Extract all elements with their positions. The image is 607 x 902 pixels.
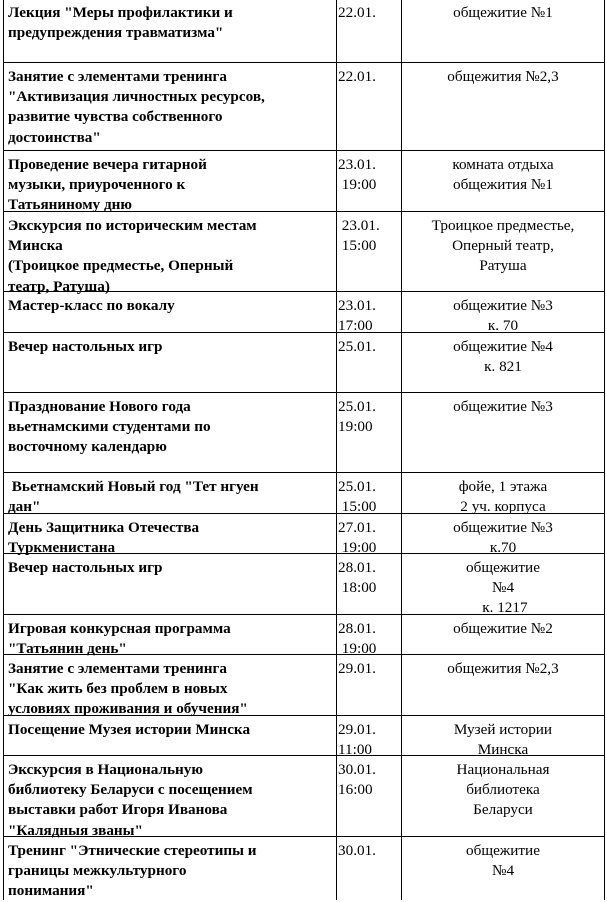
table-row [3,473,605,514]
date-time-cell: 25.01. 15:00 [338,478,377,516]
event-name-cell: Вечер настольных игр [8,559,163,576]
place-cell: общежитие №3 к.70 [453,519,553,557]
table-row [3,756,605,837]
table-row [3,151,605,212]
date-time-cell: 25.01. [338,338,376,355]
table-row [3,716,605,759]
table-row [3,554,605,615]
column-divider [604,0,605,900]
event-name-cell: Экскурсия в Национальную библиотеку Беларуси с посещением выставки работ Игоря Иванова "Калядныя званы" [8,761,253,839]
date-time-cell: 23.01. 19:00 [338,156,377,194]
place-cell: общежития №2,3 [447,68,559,85]
event-name-cell: Лекция "Меры профилактики и предупреждения травматизма" [8,4,233,42]
table-row [3,655,605,716]
event-name-cell: Экскурсия по историческим местам Минска (Троицкое предместье, Оперный театр, Ратуша) [8,217,257,295]
column-divider [3,0,4,900]
place-cell: общежитие №3 к. 70 [453,297,553,335]
table-row [3,212,605,295]
place-cell: Музей истории Минска [453,721,553,759]
place-cell: общежития №2,3 [447,660,559,677]
column-divider [401,0,402,900]
table-row [3,393,605,473]
place-cell: фойе, 1 этажа 2 уч. корпуса [458,478,548,516]
date-time-cell: 29.01. 11:00 [338,721,376,759]
table-row [3,333,605,393]
date-time-cell: 30.01. 16:00 [338,761,376,799]
date-time-cell: 30.01. [338,842,376,859]
place-cell: Троицкое предместье, Оперный театр, Ратуша [431,217,575,275]
event-name-cell: Занятие с элементами тренинга "Активизация личностных ресурсов, развитие чувства собственного достоинства" [8,68,265,146]
table-row [3,514,605,557]
date-time-cell: 22.01. [338,4,376,21]
date-time-cell: 27.01. 19:00 [338,519,377,557]
date-time-cell: 23.01. 17:00 [338,297,376,335]
place-cell: комната отдыха общежития №1 [452,156,554,194]
place-cell: общежитие №4 [466,842,540,880]
date-time-cell: 23.01. 15:00 [341,217,380,255]
place-cell: Национальная библиотека Беларуси [456,761,550,819]
table-row [3,615,605,658]
event-name-cell: День Защитника Отечества Туркменистана [8,519,200,557]
event-name-cell: Празднование Нового года вьетнамскими студентами по восточному календарю [8,398,211,456]
event-name-cell: Посещение Музея истории Минска [8,721,251,738]
place-cell: общежитие №4 к. 1217 [466,559,540,617]
event-name-cell: Игровая конкурсная программа "Татьянин день" [8,620,231,658]
place-cell: общежитие №2 [453,620,553,637]
table-row [3,0,605,63]
event-name-cell: Мастер-класс по вокалу [8,297,175,314]
date-time-cell: 28.01. 18:00 [338,559,377,597]
date-time-cell: 28.01. 19:00 [338,620,377,658]
table-row [3,292,605,333]
event-name-cell: Вечер настольных игр [8,338,163,355]
date-time-cell: 25.01. 19:00 [338,398,376,436]
event-name-cell: Занятие с элементами тренинга "Как жить без проблем в новых условиях проживания и обучения" [8,660,248,718]
date-time-cell: 22.01. [338,68,376,85]
table-row [3,837,605,899]
place-cell: общежитие №3 [453,398,553,415]
table-row [3,63,605,151]
place-cell: общежитие №1 [453,4,553,21]
event-name-cell: Вьетнамский Новый год "Тет нгуен дан" [8,478,259,516]
event-name-cell: Проведение вечера гитарной музыки, приуроченного к Татьяниному дню [8,156,207,214]
column-divider [336,0,337,900]
place-cell: общежитие №4 к. 821 [453,338,553,376]
event-name-cell: Тренинг "Этнические стереотипы и границы межкультурного понимания" [8,842,257,900]
date-time-cell: 29.01. [338,660,376,677]
